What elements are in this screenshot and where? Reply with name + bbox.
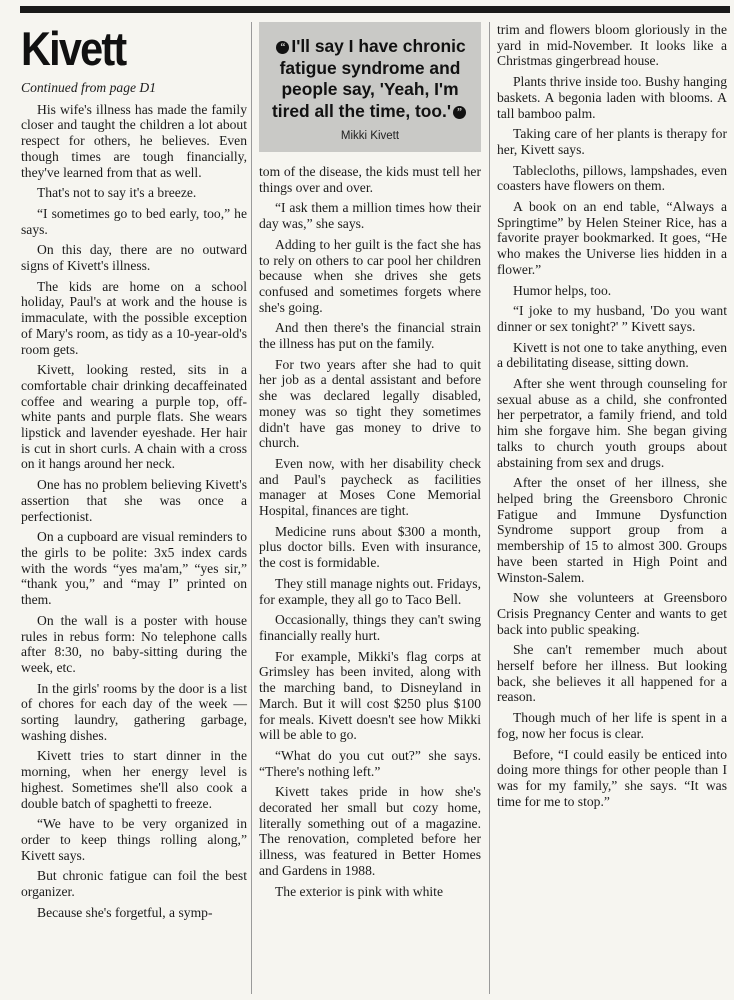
column-2 [259,22,481,1000]
paragraph: They still manage nights out. Fridays, for example, they all go to Taco Bell. [259,575,481,607]
paragraph: “I sometimes go to bed early, too,” he says. [21,205,247,237]
paragraph: tom of the disease, the kids must tell her things over and over. [259,164,481,195]
paragraph: Plants thrive inside too. Bushy hanging baskets. A begonia laden with blooms. A tall bamboo palm. [497,74,727,121]
paragraph: Medicine runs about $300 a month, plus doctor bills. Even with insurance, the cost is formidable. [259,523,481,571]
paragraph: Before, “I could easily be enticed into doing more things for other people than I was for my family,” she says. “It was time for me to stop.” [497,746,727,809]
paragraph: His wife's illness has made the family closer and taught the children a lot about respect for others, he believes. Even though times are tough financially, they've learned from that as well. [21,101,247,180]
paragraph: After she went through counseling for sexual abuse as a child, she confronted her perpetrator, a family friend, and told him she forgave him. She began giving talks to church youth groups about abstaining from sex and drugs. [497,376,727,470]
pull-quote-text: “ I'll say I have chronic fatigue syndrome and people say, 'Yeah, I'm tired all the time, too.' ” [271,36,466,121]
paragraph: Though much of her life is spent in a fog, now her focus is clear. [497,710,727,741]
close-quote-icon: ” [453,106,466,119]
paragraph: She can't remember much about herself before her illness. But looking back, she believes it all happened for a reason. [497,642,727,705]
paragraph: And then there's the financial strain the illness has put on the family. [259,320,481,352]
paragraph: One has no problem believing Kivett's assertion that she was once a perfectionist. [21,477,247,524]
paragraph: Adding to her guilt is the fact she has to rely on others to car pool her children because when she drives she gets confused and sometimes forgets where she's going. [259,236,481,315]
paragraph: In the girls' rooms by the door is a list of chores for each day of the week — sorting laundry, gathering garbage, washing dishes. [21,680,247,743]
open-quote-icon: “ [276,41,289,54]
paragraph: Even now, with her disability check and Paul's paycheck as facilities manager at Moses Cone Memorial Hospital, finances are tight. [259,455,481,519]
paragraph: Because she's forgetful, a symp- [37,904,213,920]
paragraph: Humor helps, too. [513,282,612,298]
paragraph: Kivett tries to start dinner in the morning, when her energy level is highest. Sometimes she'll also cook a double batch of spaghetti to freeze. [21,748,247,811]
top-rule [20,6,730,13]
paragraph: “I ask them a million times how their day was,” she says. [259,200,481,232]
paragraph: The exterior is pink with white [275,883,443,899]
paragraph: For example, Mikki's flag corps at Grimsley has been invited, along with the marching band, to Disneyland in March. But it will cost $250 plus $100 for meals. Kivett doesn't see how Mikki will be able to go. [259,648,481,743]
paragraph: Kivett is not one to take anything, even a debilitating disease, sitting down. [497,339,727,371]
paragraph: But chronic fatigue can foil the best organizer. [21,868,247,900]
paragraph: On this day, there are no outward signs of Kivett's illness. [21,242,247,274]
paragraph: That's not to say it's a breeze. [37,185,197,201]
paragraph: The kids are home on a school holiday, Paul's at work and the house is immaculate, with the possible exception of Mary's room, as tidy as a 10-year-old's room gets. [21,278,247,357]
paragraph: Kivett, looking rested, sits in a comfortable chair drinking decaffeinated coffee and wearing a purple top, off-white pants and purple flats. She wears lipstick and lavender eyeshade. Her hair is cut in short curls. A chain with a cross on it hangs around her neck. [21,362,247,472]
continued-from-line: Continued from page D1 [21,80,157,95]
column-divider [251,22,252,994]
paragraph: For two years after she had to quit her job as a dental assistant and before she was declared legally disabled, money was so tight they sometimes didn't have gas money to drive to church. [259,356,481,451]
paragraph: On the wall is a poster with house rules in rebus form: No telephone calls after 8:30, no baby-sitting during the week, etc. [21,612,247,675]
paragraph: Occasionally, things they can't swing financially really hurt. [259,612,481,643]
paragraph: On a cupboard are visual reminders to the girls to be polite: 3x5 index cards with the words “yes ma'am,” “yes sir,” “thank you,” and “may I” printed on them. [21,529,247,608]
paragraph: trim and flowers bloom gloriously in the yard in mid-November. It looks like a Christmas gingerbread house. [497,22,727,69]
paragraph: After the onset of her illness, she helped bring the Greensboro Chronic Fatigue and Immune Dysfunction Syndrome support group from a membership of 15 to almost 300. Groups have been started in High Point and Winston-Salem. [497,475,727,585]
column-1 [21,22,247,1000]
column-divider [489,22,490,994]
pull-quote-attribution: Mikki Kivett [340,130,400,142]
paragraph: Now she volunteers at Greensboro Crisis Pregnancy Center and wants to get back into public speaking. [497,590,727,637]
headline: Kivett [21,22,126,75]
paragraph: “We have to be very organized in order to keep things rolling along,” Kivett says. [21,816,247,863]
paragraph: Kivett takes pride in how she's decorated her small but cozy home, literally something out of a magazine. The renovation, completed before her illness, was featured in Better Homes and Gardens in 1988. [259,784,481,878]
pull-quote [259,22,481,152]
paragraph: A book on an end table, “Always a Springtime” by Helen Steiner Rice, has a favorite prayer bookmarked. It goes, “He who makes the Universe lies hidden in a flower.” [497,199,727,277]
paragraph: Taking care of her plants is therapy for her, Kivett says. [497,126,727,157]
paragraph: Tablecloths, pillows, lampshades, even coasters have flowers on them. [497,162,727,194]
paragraph: “What do you cut out?” she says. “There's nothing left.” [259,747,481,779]
column-3 [497,22,727,1000]
paragraph: “I joke to my husband, 'Do you want dinner or sex tonight?' ” Kivett says. [497,303,727,334]
